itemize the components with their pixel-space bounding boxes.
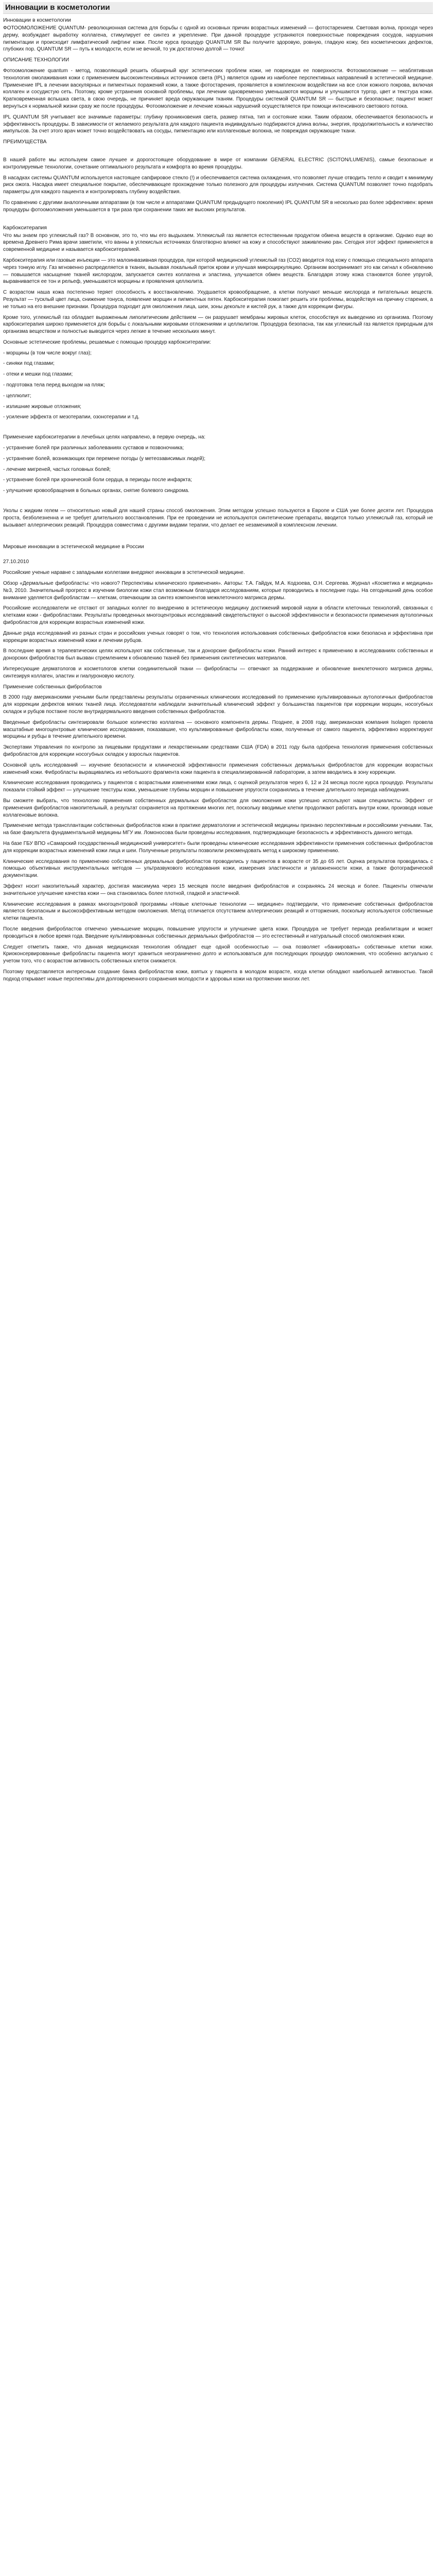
paragraph: Применение карбокситерапии в лечебных целях направлено, в первую очередь, на: <box>3 434 206 440</box>
article-section <box>3 544 433 550</box>
paragraph: - отеки и мешки под глазами; <box>3 371 73 378</box>
article <box>0 0 436 1002</box>
paragraph: ОПИСАНИЕ ТЕХНОЛОГИИ <box>3 57 69 63</box>
article-section <box>3 507 433 529</box>
paragraph: Экспертами Управления по контролю за пищевыми продуктами и лекарственными средствами США (FDA) в 2011 году была одобрена технология применения собственных фибробластов для коррекции носогубных складок у взрослых пациентов. <box>3 744 433 757</box>
paragraph: Российские исследователи не отстают от западных коллег по внедрению в эстетическую медицину достижений мировой науки в области клеточных технологий, связанных с клетками кожи - фибробластами. Результаты проведенных многоцентровых исследований свидетельствуют о высокой эффективности и безопасности применения аутологичных фибробластов для коррекции возрастных изменений кожи. <box>3 605 433 626</box>
paragraph: В последние время в терапевтических целях используют как собственные, так и донорские фибробласты кожи. Ранний интерес к применению в исследованиях собственных и донорских фибробластов был вызван стремлением к обновлению тканей без применения синтетических материалов. <box>3 648 433 662</box>
paragraph: С возрастом наша кожа постепенно теряет способность к восстановлению. Ухудшается кровообращение, а клетки получают меньше кислорода и питательных веществ. Результат — тусклый цвет лица, снижение тонуса, появление морщин и пигментных пятен. Карбокситерапия помогает решить эти проблемы, воздействуя на причину старения, а не только на его внешние признаки. Процедура подходит для омоложения лица, шеи, зоны декольте и кистей рук, а также для коррекции фигуры. <box>3 290 433 310</box>
article-section <box>3 17 433 146</box>
section-spacer <box>3 551 433 558</box>
page-title: Инновации в косметологии <box>3 2 433 14</box>
paragraph: Российские ученые наравне с западными коллегами внедряют инновации в эстетической медицине. <box>3 570 245 576</box>
paragraph: В насадках системы QUANTUM используется настоящее сапфировое стекло (!) и обеспечивается система охлаждения, что позволяет лучше отводить тепло и сводит к минимуму риск ожога. Насадка имеет специальное покрытие, обеспечивающее прохождение только полезного для процедуры излучения. Система QUANTUM позволяет точно подобрать параметры для каждого пациента и контролировать глубину воздействия. <box>3 175 433 195</box>
section-heading: Мировые инновации в эстетической медицине в России <box>3 544 144 550</box>
article-section <box>3 434 433 495</box>
paragraph: Эффект носит накопительный характер, достигая максимума через 15 месяцев после введения фибробластов и сохраняясь 24 месяца и более. Пациенты отмечали значительное улучшение качества кожи — она становилась более плотной, гладкой и эластичной. <box>3 883 433 896</box>
paragraph: - устранение болей, возникающих при перемене погоды (у метеозависимых людей); <box>3 455 206 462</box>
paragraph: В нашей работе мы используем самое лучшее и дорогостоящее оборудование в мире от компании GENERAL ELECTRIC (SCITON/LUMENIS), самые безопасные и контролируемые технологии, сочетание оптимального результата и комфорта во время процедуры. <box>3 157 433 170</box>
paragraph: В 2000 году американскими учеными были представлены результаты ограниченных клинических исследований по применению культивированных аутологичных фибробластов для коррекции дефектов мягких тканей лица. Исследователи наблюдали значительный клинический эффект у большинства пациентов при коррекции морщин, носогубных складок и рубцов постакне после внутридермального введения собственных фибробластов. <box>3 694 433 715</box>
paragraph: - устранение болей при различных заболеваниях суставов и позвоночника; <box>3 445 184 451</box>
section-spacer <box>3 498 433 507</box>
sections-container <box>3 17 433 991</box>
paragraph: IPL QUANTUM SR учитывает все значимые параметры: глубину проникновения света, размер пятна, тип и состояние кожи. Таким образом, обеспечивается безопасность и эффективность процедуры. В зависимости от желаемого результата для каждого пациента индивидуально подбираются длина волны, энергия, продолжительность и количество импульсов. За счет этого врач может точно воздействовать на сосуды, пигментацию или коллагеновые волокна, не повреждая окружающие ткани. <box>3 114 433 134</box>
paragraph: Уколы с жидким гелем — относительно новый для нашей страны способ омоложения. Этим методом успешно пользуются в Европе и США уже более десяти лет. Процедура проста, безболезненна и не требует длительного восстановления. При ее проведении не используются синтетические препараты, вводится только углекислый газ, который не вызывает аллергических реакций. Процедура совместима с другими видами терапии, что делает ее незаменимой в комплексном лечении. <box>3 508 433 528</box>
paragraph: 27.10.2010 <box>3 559 29 565</box>
paragraph: - усиление эффекта от мезотерапии, озонотерапии и т.д. <box>3 414 139 420</box>
paragraph: ПРЕИМУЩЕСТВА <box>3 139 47 145</box>
section-spacer <box>3 149 433 157</box>
paragraph: Применение собственных фибробластов <box>3 684 102 690</box>
paragraph: На базе ГБУ ВПО «Самарский государственный медицинский университет» были проведены клинические исследования эффективности применения собственных фибробластов для коррекции возрастных изменений кожи лица и шеи. Полученные результаты позволили рекомендовать метод к широкому применению. <box>3 840 433 854</box>
paragraph: - излишние жировые отложения; <box>3 403 81 410</box>
article-section <box>3 225 433 421</box>
section-spacer <box>3 217 433 225</box>
paragraph: Основной цель исследований — изучение безопасности и клинической эффективности применения собственных дермальных фибробластов для коррекции возрастных изменений кожи. Фибробласты выращивались из небольшого фрагмента кожи пациента в специализированной лаборатории, а затем вводились в зону коррекции. <box>3 762 433 775</box>
paragraph: Вы сможете выбрать, что технологию применения собственных дермальных фибробластов для омоложения кожи успешно используют наши специалисты. Эффект от применения фибробластов накопительный, а результат сохраняется на протяжении многих лет, поскольку вводимые клетки продолжают работать внутри кожи, производя новые коллагеновые волокна. <box>3 798 433 818</box>
paragraph: Введенные фибробласты синтезировали большое количество коллагена — основного компонента дермы. Позднее, в 2008 году, американская компания Isolagen провела масштабные многоцентровые клинические исследования, показавшие, что культивированные фибробласты кожи, полученные от самого пациента, эффективно корректируют морщины и рубцы в течение длительного времени. <box>3 719 433 740</box>
paragraph: Что мы знаем про углекислый газ? В основном, это то, что мы его выдыхаем. Углекислый газ является естественным продуктом обмена веществ в организме. Однако еще во времена Древнего Рима врачи заметили, что ванны в углекислых источниках благотворно влияют на кожу и способствуют заживлению ран. Сегодня этот эффект применяется в современной медицине и называется карбокситерапией. <box>3 232 433 253</box>
paragraph: Карбокситерапия или газовые инъекции — это малоинвазивная процедура, при которой медицинский углекислый газ (CO2) вводится под кожу с помощью специального аппарата через тонкую иглу. Газ мгновенно распределяется в тканях, вызывая локальный приток крови и улучшая микроциркуляцию. Организм воспринимает это как сигнал к обновлению — повышается насыщение тканей кислородом, запускается синтез коллагена и эластина, улучшается обмен веществ. Благодаря этому кожа становится более упругой, выравнивается ее тон и рельеф, уменьшаются морщины и проявления целлюлита. <box>3 257 433 285</box>
paragraph: Данные ряда исследований из разных стран и российских ученых говорят о том, что технология использования собственных фибробластов кожи безопасна и эффективна при коррекции возрастных изменений кожи и лечении рубцов. <box>3 630 433 643</box>
section-spacer <box>3 532 433 544</box>
paragraph: Обзор «Дермальные фибробласты: что нового? Перспективы клинического применения». Авторы: Т.А. Гайдук, М.А. Кодзоева, О.Н. Сергеева. Журнал «Косметика и медицина» №3, 2010. Значительный прогресс в изучении биологии кожи стал возможным благодаря исследованиям, которые проводились в последние годы. На сегодняшний день особое внимание уделяется фибробластам — клеткам, отвечающим за синтез компонентов межклеточного матрикса дермы. <box>3 581 433 601</box>
paragraph: Кроме того, углекислый газ обладает выраженным липолитическим действием — он разрушает мембраны жировых клеток, способствуя их выведению из организма. Поэтому карбокситерапия широко применяется для борьбы с локальными жировыми отложениями и целлюлитом. Процедура безопасна, так как углекислый газ является природным для организма веществом и полностью выводится через легкие в течение нескольких минут. <box>3 314 433 335</box>
paragraph: Интересующие дерматологов и косметологов клетки соединительной ткани — фибробласты — отвечают за поддержание и обновление внеклеточного матрикса дермы, синтезируя коллаген, эластин и гиалуроновую кислоту. <box>3 666 433 679</box>
paragraph: После введения фибробластов отмечено уменьшение морщин, повышение упругости и улучшение цвета кожи. Процедура не требует периода реабилитации и может проводиться в любое время года. Введение культивированных собственных дермальных фибробластов — это естественный и натуральный способ омоложения кожи. <box>3 926 433 939</box>
paragraph: - целлюлит; <box>3 393 31 399</box>
article-section <box>3 157 433 214</box>
paragraph: - лечение мигреней, частых головных болей; <box>3 466 111 472</box>
paragraph: Фотоомоложение quantum - метод, позволяющий решить обширный круг эстетических проблем кожи, не повреждая ее поверхности. Фотоомоложение — неаблятивная технология омолаживания кожи с применением высокоинтенсивных источников света (IPL) является одним из наиболее перспективных направлений в эстетической медицине. Применение IPL в лечении васкулярных и пигментных поражений кожи, а также фотостарения, проявляется в комплексном воздействии на все слои кожного покрова, включая коллаген и сосудистую сеть. Поэтому, кроме устранения основной проблемы, при лечении одновременно уменьшаются морщины и улучшаются тургор, цвет и текстура кожи. Кратковременная вспышка света, в свою очередь, не причиняет вреда окружающим тканям. Процедуры системой QUANTUM SR — быстрые и безопасные; пациент может вернуться к нормальной жизни сразу же после процедуры. Фотоомоложение и лечение кожных нарушений осуществляется при помощи интенсивного светового потока. <box>3 67 433 109</box>
paragraph: Следует отметить также, что данная медицинская технология обладает еще одной особенностью — она позволяет «банкировать» собственные клетки кожи. Криоконсервированные фибробласты пациента могут храниться неограниченно долго и использоваться для последующих процедур омоложения, что особенно актуально с учетом того, что с возрастом активность собственных клеток снижается. <box>3 944 433 964</box>
section-heading: Инновации в косметологии <box>3 17 71 23</box>
paragraph: Клинические исследования проводились у пациентов с возрастными изменениями кожи лица, с оценкой результатов через 6, 12 и 24 месяца после курса процедур. Результаты показали стойкий эффект — улучшение текстуры кожи, уменьшение глубины морщин и повышение упругости сохранялись в течение длительного периода наблюдения. <box>3 780 433 793</box>
section-spacer <box>3 986 433 991</box>
paragraph: Клинические исследования по применению собственных дермальных фибробластов проводились у пациентов в возрасте от 35 до 65 лет. Оценка результатов проводилась с помощью объективных инструментальных методов — ультразвукового исследования кожи, измерения эластичности и увлажненности кожи, а также фотографической документации. <box>3 858 433 879</box>
paragraph: ФОТООМОЛОЖЕНИЕ QUANTUM- революционная система для борьбы с одной из основных причин возрастных изменений — фотостарением. Световая волна, проходя через дерму, возбуждает выработку коллагена, стимулирует ее синтез и укрепление. При данной процедуре устраняются поверхностные повреждения сосудов, нарушения пигментации и происходит лимфатический лифтинг кожи. После курса процедур QUANTUM SR Вы получите здоровую, ровную, гладкую кожу, без косметических дефектов, глубоких пор. QUANTUM SR — путь к молодости, если не вечной, то уж достаточно долгой — точно! <box>3 25 433 53</box>
paragraph: Клинические исследования в рамках многоцентровой программы «Новые клеточные технологии — медицине» подтвердили, что применение собственных фибробластов является безопасным и высокоэффективным методом омоложения. Метод отличается отсутствием аллергических реакций и отторжения, поскольку используются собственные клетки пациента. <box>3 901 433 922</box>
paragraph: Поэтому представляется интересным создание банка фибробластов кожи, взятых у пациента в молодом возрасте, когда клетки обладают наибольшей активностью. Такой подход открывает новые перспективы для долговременного сохранения молодости и здоровья кожи на протяжении многих лет. <box>3 969 433 982</box>
paragraph: По сравнению с другими аналогичными аппаратами (в том числе и аппаратами QUANTUM предыдущего поколения) IPL QUANTUM SR в несколько раз более эффективен: время процедуры фотоомоложения уменьшается в три раза при сохранении таких же высоких результатов. <box>3 199 433 213</box>
paragraph: - синяки под глазами; <box>3 361 55 367</box>
paragraph: - устранение болей при хронической боли сердца, в периоды после инфаркта; <box>3 477 192 483</box>
section-heading: Карбокситерапия <box>3 224 47 231</box>
paragraph: Основные эстетические проблемы, решаемые с помощью процедур карбокситерапии: <box>3 339 211 345</box>
paragraph: - морщины (в том числе вокруг глаз); <box>3 350 92 356</box>
paragraph: - подготовка тела перед выходом на пляж; <box>3 382 105 388</box>
paragraph: - улучшение кровообращения в больных органах, снятие болевого синдрома. <box>3 488 189 494</box>
section-spacer <box>3 425 433 434</box>
article-section <box>3 558 433 982</box>
paragraph: Применение метода трансплантации собственных фибробластов кожи в практике дерматологии и эстетической медицины признано перспективным и российскими учеными. Так, на базе факультета фундаментальной медицины МГУ им. Ломоносова были проведены исследования, подтверждающие безопасность и эффективность данного метода. <box>3 823 433 836</box>
